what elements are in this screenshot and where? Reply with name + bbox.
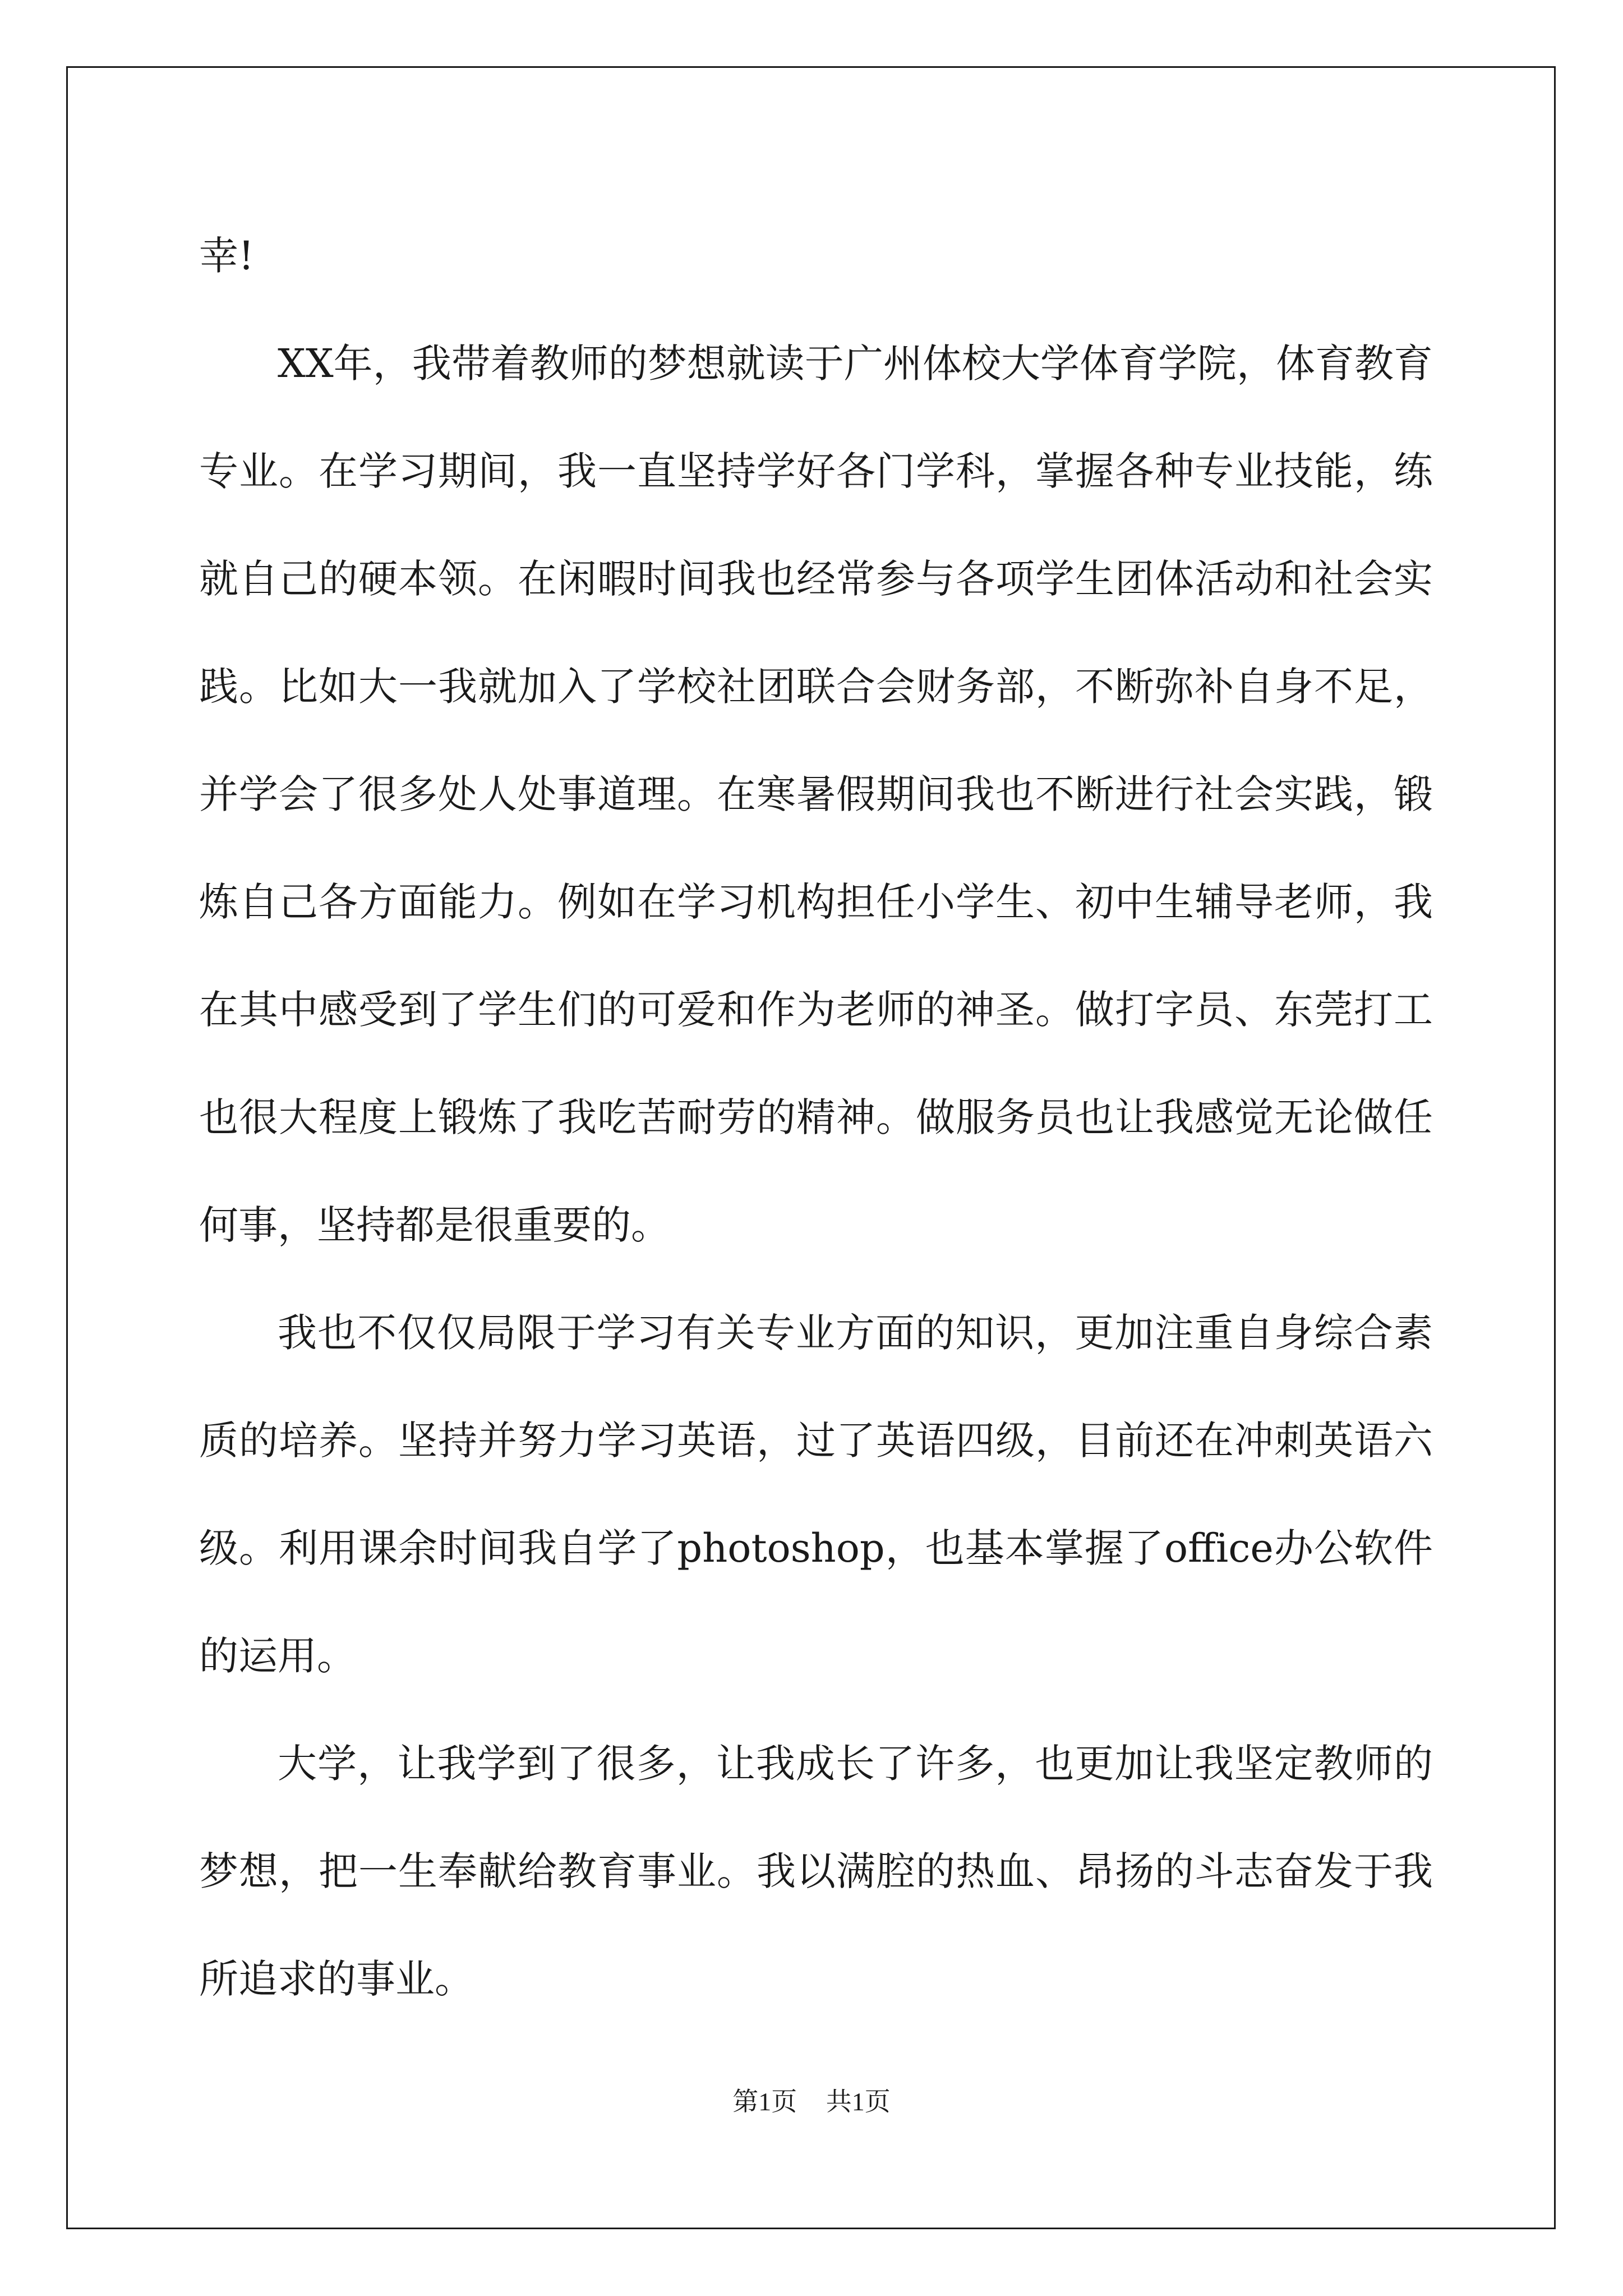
- paragraph-1: 幸!: [199, 233, 255, 279]
- page-footer: [0, 2081, 1623, 2118]
- page-number-current: 第1页: [732, 2087, 797, 2116]
- paragraph-4: 大学，让我学到了很多，让我成长了许多，也更加让我坚定教师的梦想，把一生奉献给教育事业。我以满腔的热血、昂扬的斗志奋发于我所追求的事业。: [199, 1741, 1433, 2002]
- paragraph-3: 我也不仅仅局限于学习有关专业方面的知识，更加注重自身综合素质的培养。坚持并努力学习英语，过了英语四级，目前还在冲刺英语六级。利用课余时间我自学了photoshop，也基本掌握了office办公软件的运用。: [199, 1310, 1433, 1679]
- page-number-total: 共1页: [826, 2087, 891, 2116]
- paragraph-2: XX年，我带着教师的梦想就读于广州体校大学体育学院，体育教育专业。在学习期间，我一直坚持学好各门学科，掌握各种专业技能，练就自己的硬本领。在闲暇时间我也经常参与各项学生团体活动和社会实践。比如大一我就加入了学校社团联合会财务部，不断弥补自身不足，并学会了很多处人处事道理。在寒暑假期间我也不断进行社会实践，锻炼自己各方面能力。例如在学习机构担任小学生、初中生辅导老师，我在其中感受到了学生们的可爱和作为老师的神圣。做打字员、东莞打工也很大程度上锻炼了我吃苦耐劳的精神。做服务员也让我感觉无论做任何事，坚持都是很重要的。: [199, 341, 1433, 1248]
- document-body: [199, 202, 1433, 2033]
